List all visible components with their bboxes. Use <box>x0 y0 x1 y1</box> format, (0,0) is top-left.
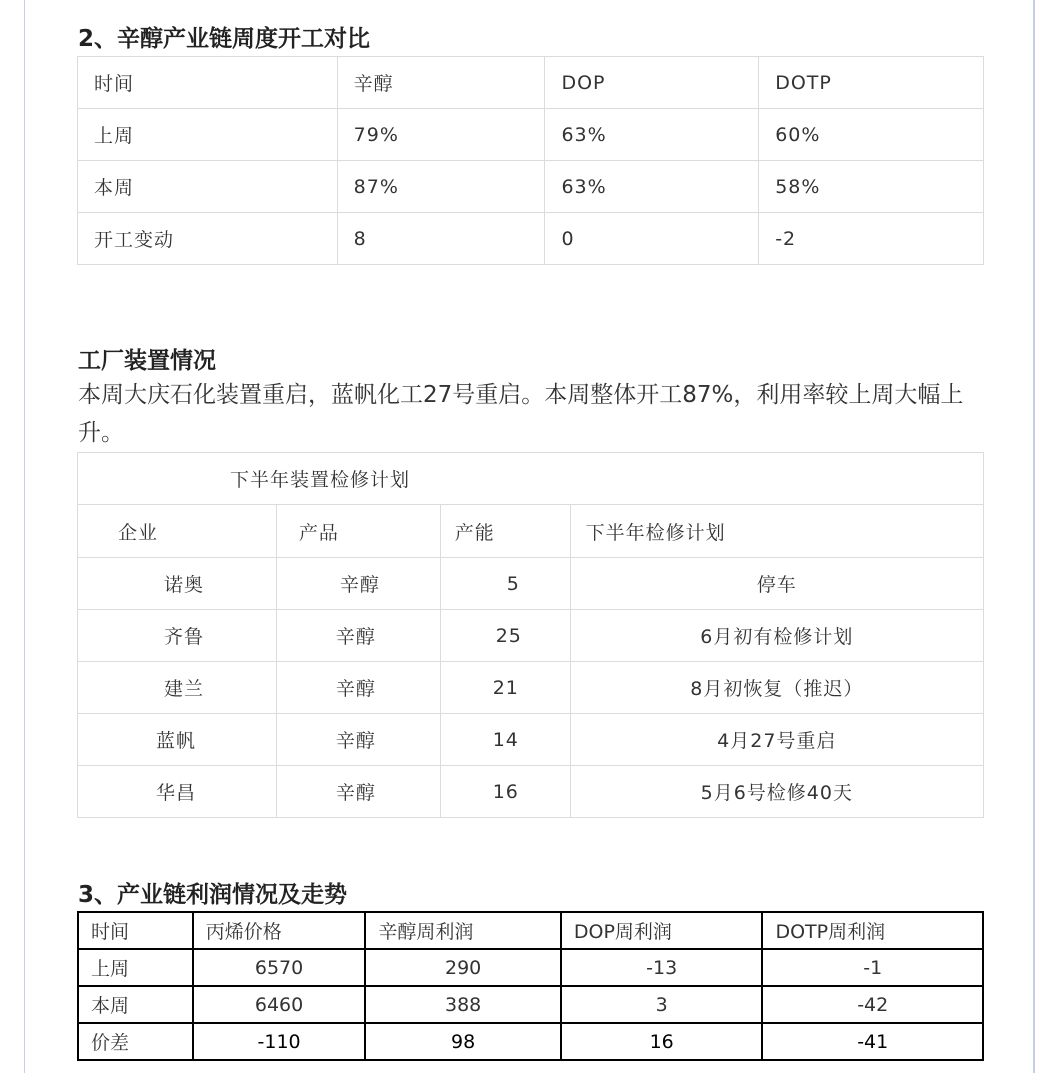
table-cell: 0 <box>545 213 759 265</box>
table-cell: 开工变动 <box>78 213 338 265</box>
table-cell: 辛醇 <box>276 662 440 714</box>
table-caption-row <box>78 453 984 505</box>
table-cell: -1 <box>762 949 983 986</box>
header-cell: 产品 <box>276 505 440 558</box>
table-cell: 60% <box>759 109 984 161</box>
table-cell: -42 <box>762 986 983 1023</box>
table-cell: 蓝帆 <box>78 714 277 766</box>
section-title-profit: 3、产业链利润情况及走势 <box>78 882 348 908</box>
header-cell: 辛醇 <box>337 57 545 109</box>
table-cell: 8月初恢复（推迟） <box>570 662 983 714</box>
table-row <box>78 610 984 662</box>
table-cell: 6月初有检修计划 <box>570 610 983 662</box>
table-header-row <box>78 505 984 558</box>
table-cell: -13 <box>561 949 763 986</box>
left-border <box>24 0 25 1073</box>
table-cell: 6460 <box>193 986 366 1023</box>
table-cell: 290 <box>365 949 561 986</box>
header-cell: 丙烯价格 <box>193 912 366 949</box>
table-cell: 辛醇 <box>276 610 440 662</box>
table-cell: 停车 <box>570 558 983 610</box>
table-row <box>78 662 984 714</box>
table-cell: 58% <box>759 161 984 213</box>
table-cell: 5月6号检修40天 <box>570 766 983 818</box>
table-cell: 6570 <box>193 949 366 986</box>
table-cell: 4月27号重启 <box>570 714 983 766</box>
table-cell: 388 <box>365 986 561 1023</box>
right-border <box>1033 0 1035 1073</box>
table-cell: 本周 <box>78 986 193 1023</box>
table-header-row <box>78 912 983 949</box>
table-cell: 87% <box>337 161 545 213</box>
table-cell: 63% <box>545 109 759 161</box>
table-cell: 21 <box>440 662 570 714</box>
table-cell: 79% <box>337 109 545 161</box>
table-cell: -41 <box>762 1023 983 1060</box>
header-cell: 时间 <box>78 912 193 949</box>
section-title-factory: 工厂装置情况 <box>78 348 216 374</box>
table-cell: 8 <box>337 213 545 265</box>
header-cell: DOTP周利润 <box>762 912 983 949</box>
header-cell: 产能 <box>440 505 570 558</box>
table-cell: -2 <box>759 213 984 265</box>
header-cell: 下半年检修计划 <box>570 505 983 558</box>
table-cell: 齐鲁 <box>78 610 277 662</box>
table-cell: 16 <box>561 1023 763 1060</box>
table-cell: 建兰 <box>78 662 277 714</box>
table-header-row <box>78 57 984 109</box>
table-row <box>78 109 984 161</box>
table-cell: 辛醇 <box>276 558 440 610</box>
table-cell: 上周 <box>78 949 193 986</box>
factory-paragraph: 本周大庆石化装置重启，蓝帆化工27号重启。本周整体开工87%，利用率较上周大幅上升。 <box>78 382 964 446</box>
table-cell: 诺奥 <box>78 558 277 610</box>
table-cell: 价差 <box>78 1023 193 1060</box>
table-cell: 63% <box>545 161 759 213</box>
table-cell: 25 <box>440 610 570 662</box>
table-cell: 上周 <box>78 109 338 161</box>
table-cell: 辛醇 <box>276 714 440 766</box>
table-row <box>78 714 984 766</box>
table-cell: 华昌 <box>78 766 277 818</box>
table-row <box>78 1023 983 1060</box>
table-row <box>78 986 983 1023</box>
header-cell: 时间 <box>78 57 338 109</box>
table-cell: 辛醇 <box>276 766 440 818</box>
table-row <box>78 766 984 818</box>
table-row <box>78 558 984 610</box>
table-cell: 3 <box>561 986 763 1023</box>
table-row <box>78 213 984 265</box>
table-cell: 本周 <box>78 161 338 213</box>
header-cell: DOP周利润 <box>561 912 763 949</box>
table-caption: 下半年装置检修计划 <box>78 453 984 505</box>
header-cell: 企业 <box>78 505 277 558</box>
table-cell: 5 <box>440 558 570 610</box>
section-title-operating-rate: 2、辛醇产业链周度开工对比 <box>78 26 371 52</box>
table-row <box>78 949 983 986</box>
table-cell: 16 <box>440 766 570 818</box>
table-cell: -110 <box>193 1023 366 1060</box>
maintenance-plan-table <box>77 452 984 818</box>
table-cell: 14 <box>440 714 570 766</box>
operating-rate-table <box>77 56 984 265</box>
table-cell: 98 <box>365 1023 561 1060</box>
header-cell: 辛醇周利润 <box>365 912 561 949</box>
profit-table <box>77 911 984 1061</box>
header-cell: DOP <box>545 57 759 109</box>
table-row <box>78 161 984 213</box>
header-cell: DOTP <box>759 57 984 109</box>
